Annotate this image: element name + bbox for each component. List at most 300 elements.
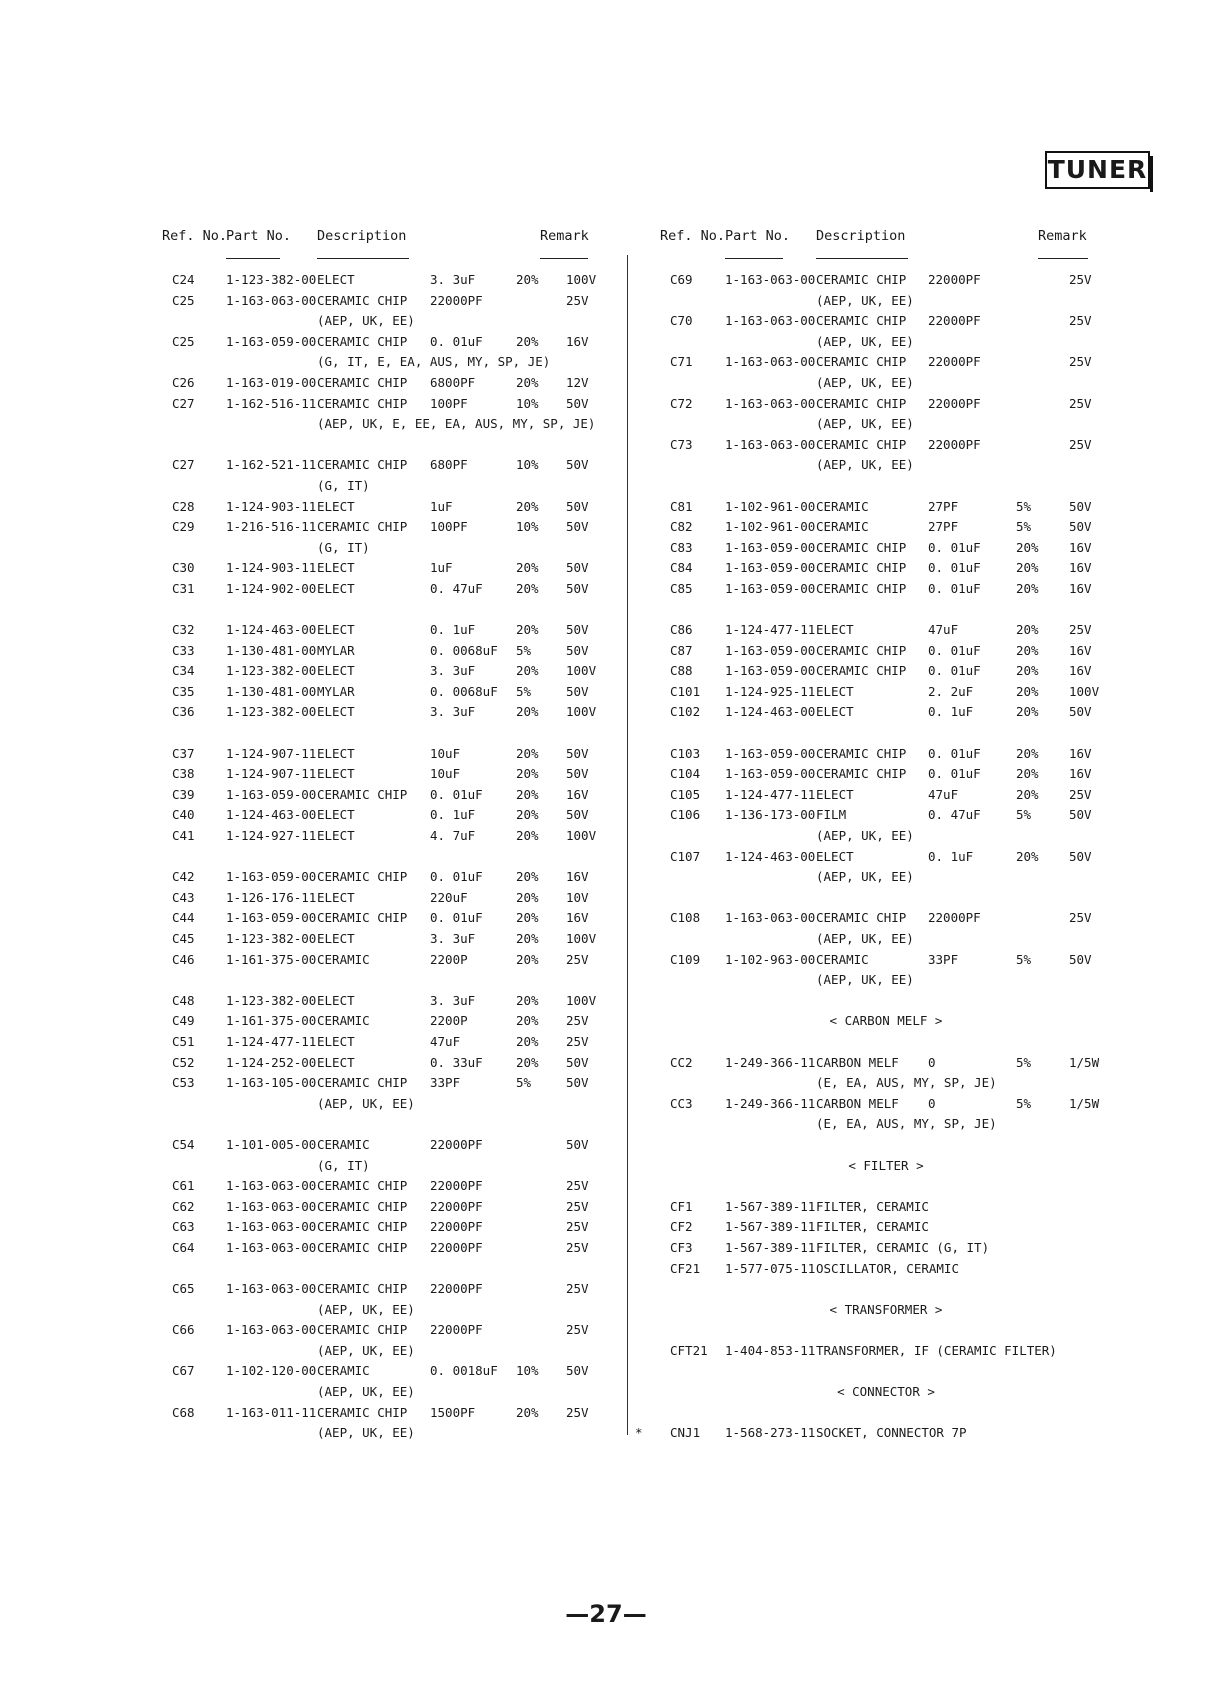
tolerance: 20% xyxy=(516,807,539,823)
ref-no: CF2 xyxy=(670,1219,693,1235)
tolerance: 20% xyxy=(516,663,539,679)
remark: 25V xyxy=(566,1013,589,1029)
part-no: 1-124-477-11 xyxy=(725,786,816,802)
description: ELECT xyxy=(317,560,355,576)
value: 3. 3uF xyxy=(430,272,476,287)
tolerance: 20% xyxy=(1016,539,1039,555)
remark: 50V xyxy=(566,395,589,411)
header-ref-no: Ref. No. xyxy=(162,228,228,244)
part-no: 1-161-375-00 xyxy=(226,951,317,967)
part-no: 1-124-477-11 xyxy=(226,1033,317,1049)
remark: 50V xyxy=(1069,807,1092,823)
part-no: 1-126-176-11 xyxy=(226,889,317,905)
part-no: 1-124-463-00 xyxy=(725,848,816,864)
ref-no: C35 xyxy=(172,683,195,699)
ref-no: C85 xyxy=(670,580,693,596)
value: 0. 1uF xyxy=(928,704,974,720)
description: ELECT xyxy=(317,889,355,905)
ref-no: C106 xyxy=(670,807,701,823)
remark: 16V xyxy=(566,786,589,802)
ref-no: C52 xyxy=(172,1054,195,1070)
part-row xyxy=(160,1032,600,1053)
tolerance: 20% xyxy=(516,910,539,926)
ref-no: C81 xyxy=(670,498,693,514)
part-no: 1-124-463-00 xyxy=(725,704,816,720)
description: SOCKET, CONNECTOR 7P xyxy=(816,1425,967,1441)
remark: 50V xyxy=(566,745,589,761)
tolerance: 20% xyxy=(516,1013,539,1029)
value: 10uF xyxy=(430,745,461,761)
description: CERAMIC CHIP xyxy=(317,910,408,926)
part-no: 1-404-853-11 xyxy=(725,1342,816,1358)
parts-list-left xyxy=(160,270,600,1444)
destination-note xyxy=(650,929,1100,950)
part-no: 1-163-063-00 xyxy=(226,1219,317,1235)
part-no: 1-249-366-11 xyxy=(725,1054,816,1070)
part-row xyxy=(650,702,1100,723)
tolerance: 20% xyxy=(516,1054,539,1070)
part-row xyxy=(650,352,1100,373)
part-row xyxy=(160,332,600,353)
description: ELECT xyxy=(317,663,355,679)
tolerance: 20% xyxy=(1016,683,1039,699)
part-row xyxy=(160,1176,600,1197)
ref-no: C25 xyxy=(172,333,195,349)
description: ELECT xyxy=(317,1033,355,1049)
description: CERAMIC CHIP xyxy=(317,1281,408,1297)
part-no: 1-124-925-11 xyxy=(725,683,816,699)
destination-note-text: (G, IT) xyxy=(317,477,370,493)
remark: 25V xyxy=(566,1404,589,1420)
part-row xyxy=(650,1094,1100,1115)
destination-note-text: (AEP, UK, EE) xyxy=(816,457,914,473)
destination-note xyxy=(160,1382,600,1403)
ref-no: CFT21 xyxy=(670,1342,708,1358)
value: 22000PF xyxy=(928,910,981,926)
row-spacer xyxy=(160,723,600,744)
remark: 25V xyxy=(566,1178,589,1194)
part-row xyxy=(160,702,600,723)
row-spacer xyxy=(160,435,600,456)
part-row xyxy=(650,1053,1100,1074)
description: CERAMIC CHIP xyxy=(317,333,408,349)
description: MYLAR xyxy=(317,683,355,699)
part-row xyxy=(160,1403,600,1424)
part-no: 1-102-120-00 xyxy=(226,1363,317,1379)
header-description: Description xyxy=(317,228,409,244)
description: CARBON MELF xyxy=(816,1054,899,1070)
part-row xyxy=(160,1279,600,1300)
remark: 100V xyxy=(566,704,597,720)
destination-note-text: (AEP, UK, EE) xyxy=(816,333,914,349)
description: CERAMIC CHIP xyxy=(816,745,907,761)
part-no: 1-163-063-00 xyxy=(226,1281,317,1297)
tolerance: 20% xyxy=(1016,622,1039,638)
part-row xyxy=(160,682,600,703)
description: CERAMIC CHIP xyxy=(317,1198,408,1214)
ref-no: C53 xyxy=(172,1075,195,1091)
remark: 16V xyxy=(566,910,589,926)
tolerance: 20% xyxy=(516,992,539,1008)
ref-no: C87 xyxy=(670,642,693,658)
destination-note xyxy=(160,1156,600,1177)
description: MYLAR xyxy=(317,642,355,658)
value: 0. 1uF xyxy=(928,848,974,864)
part-row xyxy=(160,620,600,641)
part-no: 1-568-273-11 xyxy=(725,1425,816,1441)
value: 22000PF xyxy=(430,1178,483,1194)
tolerance: 5% xyxy=(516,642,532,658)
ref-no: C72 xyxy=(670,395,693,411)
destination-note xyxy=(160,414,600,435)
value: 0 xyxy=(928,1054,936,1070)
part-no: 1-163-063-00 xyxy=(226,1322,317,1338)
part-no: 1-163-059-00 xyxy=(725,580,816,596)
ref-no: C105 xyxy=(670,786,701,802)
value: 0. 0068uF xyxy=(430,642,498,658)
value: 0. 33uF xyxy=(430,1054,483,1070)
remark: 16V xyxy=(1069,663,1092,679)
remark: 1/5W xyxy=(1069,1095,1100,1111)
value: 680PF xyxy=(430,457,468,473)
value: 0. 01uF xyxy=(430,869,483,885)
description: CERAMIC xyxy=(317,1013,370,1029)
destination-note xyxy=(650,414,1100,435)
part-row xyxy=(160,517,600,538)
part-row xyxy=(160,373,600,394)
remark: 16V xyxy=(1069,745,1092,761)
part-row xyxy=(650,1217,1100,1238)
remark: 50V xyxy=(566,1363,589,1379)
part-no: 1-163-063-00 xyxy=(226,1239,317,1255)
ref-no: C27 xyxy=(172,395,195,411)
part-no: 1-163-063-00 xyxy=(226,1178,317,1194)
description: ELECT xyxy=(317,828,355,844)
part-no: 1-123-382-00 xyxy=(226,992,317,1008)
ref-no: C51 xyxy=(172,1033,195,1049)
description: CERAMIC CHIP xyxy=(816,766,907,782)
value: 2200P xyxy=(430,951,468,967)
ref-no: C29 xyxy=(172,519,195,535)
tolerance: 20% xyxy=(516,374,539,390)
tolerance: 20% xyxy=(516,869,539,885)
part-no: 1-124-477-11 xyxy=(725,622,816,638)
tolerance: 10% xyxy=(516,1363,539,1379)
value: 100PF xyxy=(430,395,468,411)
tolerance: 20% xyxy=(516,786,539,802)
tolerance: 20% xyxy=(516,931,539,946)
section-heading xyxy=(650,1382,1100,1403)
part-no: 1-163-063-00 xyxy=(226,292,317,308)
ref-no: C71 xyxy=(670,354,693,370)
destination-note xyxy=(160,1341,600,1362)
description: CERAMIC CHIP xyxy=(317,1404,408,1420)
part-no: 1-567-389-11 xyxy=(725,1219,816,1235)
description: ELECT xyxy=(317,1054,355,1070)
destination-note-text: (G, IT, E, EA, AUS, MY, SP, JE) xyxy=(317,354,551,370)
remark: 50V xyxy=(566,1136,589,1152)
value: 22000PF xyxy=(928,436,981,452)
value: 22000PF xyxy=(928,313,981,329)
value: 27PF xyxy=(928,498,959,514)
part-row xyxy=(650,1341,1100,1362)
part-no: 1-124-902-00 xyxy=(226,580,317,596)
section-heading-text: < TRANSFORMER > xyxy=(829,1301,943,1317)
tolerance: 20% xyxy=(516,272,539,287)
description: FILM xyxy=(816,807,847,823)
tolerance: 20% xyxy=(1016,745,1039,761)
part-no: 1-163-059-00 xyxy=(226,869,317,885)
value: 0. 1uF xyxy=(430,807,476,823)
destination-note xyxy=(160,1423,600,1444)
destination-note xyxy=(650,332,1100,353)
part-row xyxy=(650,497,1100,518)
destination-note-text: (G, IT) xyxy=(317,1157,370,1173)
value: 0. 01uF xyxy=(928,642,981,658)
part-row xyxy=(160,908,600,929)
destination-note xyxy=(650,455,1100,476)
tolerance: 20% xyxy=(516,622,539,638)
part-row xyxy=(650,764,1100,785)
part-row xyxy=(160,291,600,312)
part-row xyxy=(160,641,600,662)
description: CERAMIC CHIP xyxy=(816,354,907,370)
value: 47uF xyxy=(928,786,959,802)
remark: 100V xyxy=(566,272,597,287)
ref-no: C45 xyxy=(172,931,195,946)
tolerance: 20% xyxy=(1016,642,1039,658)
column-header xyxy=(650,228,1100,258)
value: 2200P xyxy=(430,1013,468,1029)
remark: 10V xyxy=(566,889,589,905)
destination-note xyxy=(160,1300,600,1321)
tolerance: 20% xyxy=(516,1404,539,1420)
ref-no: C36 xyxy=(172,704,195,720)
part-no: 1-163-063-00 xyxy=(725,436,816,452)
part-no: 1-123-382-00 xyxy=(226,272,317,287)
tolerance: 5% xyxy=(1016,519,1032,535)
row-spacer xyxy=(650,723,1100,744)
value: 1uF xyxy=(430,560,453,576)
tolerance: 20% xyxy=(1016,848,1039,864)
remark: 50V xyxy=(566,498,589,514)
row-spacer xyxy=(650,1320,1100,1341)
tolerance: 20% xyxy=(516,580,539,596)
value: 0. 01uF xyxy=(430,333,483,349)
ref-no: C37 xyxy=(172,745,195,761)
value: 33PF xyxy=(928,951,959,967)
value: 47uF xyxy=(430,1033,461,1049)
ref-no: C102 xyxy=(670,704,701,720)
tolerance: 10% xyxy=(516,395,539,411)
part-row xyxy=(160,991,600,1012)
part-row xyxy=(650,661,1100,682)
part-row xyxy=(160,1320,600,1341)
value: 0. 01uF xyxy=(928,560,981,576)
ref-no: C31 xyxy=(172,580,195,596)
value: 22000PF xyxy=(430,1198,483,1214)
value: 0. 47uF xyxy=(430,580,483,596)
part-no: 1-124-463-00 xyxy=(226,622,317,638)
value: 0. 47uF xyxy=(928,807,981,823)
row-spacer xyxy=(160,970,600,991)
description: CERAMIC CHIP xyxy=(816,642,907,658)
tolerance: 20% xyxy=(516,951,539,967)
part-no: 1-249-366-11 xyxy=(725,1095,816,1111)
ref-no: C63 xyxy=(172,1219,195,1235)
value: 22000PF xyxy=(430,292,483,308)
parts-column-left xyxy=(160,228,600,1444)
description: TRANSFORMER, IF (CERAMIC FILTER) xyxy=(816,1342,1057,1358)
tolerance: 20% xyxy=(516,889,539,905)
tolerance: 20% xyxy=(1016,766,1039,782)
ref-no: C28 xyxy=(172,498,195,514)
ref-no: C61 xyxy=(172,1178,195,1194)
part-row xyxy=(650,1197,1100,1218)
description: CERAMIC CHIP xyxy=(816,560,907,576)
value: 22000PF xyxy=(928,395,981,411)
tolerance: 20% xyxy=(516,766,539,782)
description: CERAMIC CHIP xyxy=(317,374,408,390)
part-no: 1-123-382-00 xyxy=(226,704,317,720)
description: FILTER, CERAMIC xyxy=(816,1198,929,1214)
ref-no: C41 xyxy=(172,828,195,844)
section-heading xyxy=(650,1300,1100,1321)
destination-note xyxy=(650,867,1100,888)
ref-no: C40 xyxy=(172,807,195,823)
value: 0 xyxy=(928,1095,936,1111)
part-no: 1-163-063-00 xyxy=(725,354,816,370)
remark: 25V xyxy=(566,1033,589,1049)
remark: 100V xyxy=(1069,683,1100,699)
ref-no: C70 xyxy=(670,313,693,329)
description: OSCILLATOR, CERAMIC xyxy=(816,1260,959,1276)
tolerance: 5% xyxy=(1016,951,1032,967)
part-row xyxy=(650,847,1100,868)
part-no: 1-567-389-11 xyxy=(725,1198,816,1214)
remark: 25V xyxy=(1069,436,1092,452)
tolerance: 5% xyxy=(1016,807,1032,823)
value: 22000PF xyxy=(928,272,981,287)
description: CERAMIC CHIP xyxy=(816,313,907,329)
destination-note-text: (AEP, UK, EE) xyxy=(317,1342,415,1358)
description: ELECT xyxy=(317,704,355,720)
description: CERAMIC CHIP xyxy=(816,395,907,411)
description: ELECT xyxy=(816,786,854,802)
description: ELECT xyxy=(317,931,355,946)
part-row xyxy=(160,1217,600,1238)
remark: 25V xyxy=(1069,395,1092,411)
value: 22000PF xyxy=(928,354,981,370)
remark: 25V xyxy=(1069,313,1092,329)
value: 0. 0068uF xyxy=(430,683,498,699)
part-no: 1-124-903-11 xyxy=(226,498,317,514)
header-part-no: Part No. xyxy=(226,228,292,244)
section-heading xyxy=(650,1011,1100,1032)
remark: 25V xyxy=(1069,354,1092,370)
row-spacer xyxy=(160,600,600,621)
tolerance: 20% xyxy=(516,560,539,576)
tolerance: 20% xyxy=(516,498,539,514)
description: CERAMIC xyxy=(816,498,869,514)
description: CERAMIC CHIP xyxy=(317,1178,408,1194)
description: ELECT xyxy=(816,704,854,720)
description: CERAMIC CHIP xyxy=(317,519,408,535)
description: CERAMIC CHIP xyxy=(317,292,408,308)
description: CERAMIC CHIP xyxy=(317,1219,408,1235)
part-row xyxy=(160,764,600,785)
part-row xyxy=(160,785,600,806)
part-no: 1-124-927-11 xyxy=(226,828,317,844)
ref-no: C69 xyxy=(670,272,693,287)
remark: 16V xyxy=(1069,539,1092,555)
section-heading-text: < FILTER > xyxy=(848,1157,924,1173)
remark: 25V xyxy=(566,292,589,308)
description: CERAMIC xyxy=(816,519,869,535)
part-no: 1-124-463-00 xyxy=(226,807,317,823)
ref-no: C84 xyxy=(670,560,693,576)
ref-no: C68 xyxy=(172,1404,195,1420)
part-no: 1-163-011-11 xyxy=(226,1404,317,1420)
destination-note-text: (G, IT) xyxy=(317,539,370,555)
row-spacer xyxy=(650,991,1100,1012)
value: 100PF xyxy=(430,519,468,535)
tolerance: 5% xyxy=(516,1075,532,1091)
part-row xyxy=(160,1073,600,1094)
remark: 50V xyxy=(566,560,589,576)
part-row xyxy=(650,311,1100,332)
ref-no: C32 xyxy=(172,622,195,638)
remark: 50V xyxy=(566,683,589,699)
part-no: 1-163-059-00 xyxy=(725,766,816,782)
description: FILTER, CERAMIC (G, IT) xyxy=(816,1239,990,1255)
part-row xyxy=(160,455,600,476)
description: CERAMIC xyxy=(317,1363,370,1379)
part-row xyxy=(160,661,600,682)
destination-note xyxy=(650,373,1100,394)
remark: 100V xyxy=(566,931,597,946)
remark: 50V xyxy=(1069,519,1092,535)
description: ELECT xyxy=(816,622,854,638)
tolerance: 20% xyxy=(516,333,539,349)
part-no: 1-124-252-00 xyxy=(226,1054,317,1070)
description: CERAMIC xyxy=(816,951,869,967)
value: 0. 01uF xyxy=(928,580,981,596)
part-row xyxy=(160,826,600,847)
part-row xyxy=(160,744,600,765)
part-row xyxy=(650,682,1100,703)
destination-note-text: (AEP, UK, EE) xyxy=(816,931,914,946)
part-no: 1-161-375-00 xyxy=(226,1013,317,1029)
value: 22000PF xyxy=(430,1281,483,1297)
ref-no: C49 xyxy=(172,1013,195,1029)
row-spacer xyxy=(650,1279,1100,1300)
destination-note xyxy=(160,311,600,332)
remark: 16V xyxy=(1069,766,1092,782)
column-divider xyxy=(627,255,628,1435)
part-no: 1-163-059-00 xyxy=(725,663,816,679)
part-row xyxy=(160,558,600,579)
part-row xyxy=(160,950,600,971)
part-no: 1-163-063-00 xyxy=(725,395,816,411)
value: 10uF xyxy=(430,766,461,782)
tolerance: 10% xyxy=(516,457,539,473)
tolerance: 20% xyxy=(1016,786,1039,802)
value: 3. 3uF xyxy=(430,992,476,1008)
destination-note-text: (AEP, UK, EE) xyxy=(816,828,914,844)
part-no: 1-124-903-11 xyxy=(226,560,317,576)
value: 0. 01uF xyxy=(928,539,981,555)
